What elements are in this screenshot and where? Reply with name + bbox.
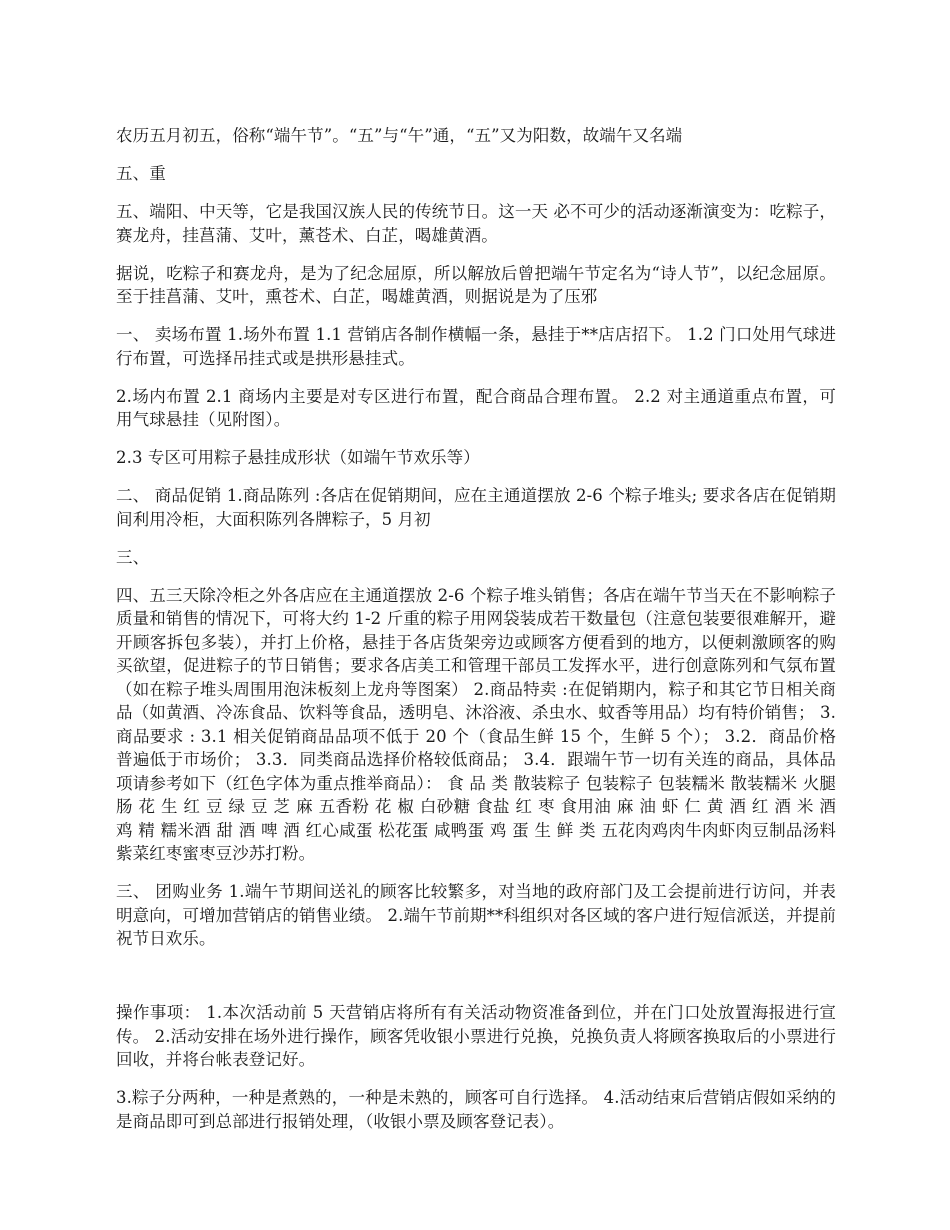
paragraph-store-layout: 一、 卖场布置 1.场外布置 1.1 营销店各制作横幅一条，悬挂于**店店招下。 1.2 门口处用气球进行布置，可选择吊挂式或是拱形悬挂式。 — [116, 325, 836, 368]
document-page — [116, 124, 836, 1148]
paragraph-promotion: 二、 商品促销 1.商品陈列 :各店在促销期间，应在主通道摆放 2-6 个粽子堆头; 要求各店在促销期间利用冷柜，大面积陈列各牌粽子，5 月初 — [116, 486, 836, 529]
paragraph-promotion-details: 四、五三天除冷柜之外各店应在主通道摆放 2-6 个粽子堆头销售；各店在端午节当天在不影响粽子质量和销售的情况下，可将大约 1-2 斤重的粽子用网袋装成若干数量包（注意包装要很难解开，避开顾客拆包多装），并打上价格，悬挂于各店货架旁边或顾客方便看到的地方，以便刺激顾客的购买欲望，促进粽子的节日销售；要求各店美工和管理干部员工发挥水平，进行创意陈列和气氛布置（如在粽子堆头周围用泡沫板刻上龙舟等图案） 2.商品特卖 :在促销期内，粽子和其它节日相关商品（如黄酒、冷冻食品、饮料等食品，透明皂、沐浴液、杀虫水、蚊香等用品）均有特价销售； 3.商品要求 : 3.1 相关促销商品品项不低于 20 个（食品生鲜 15 个，生鲜 5 个）； 3.2．商品价格普遍低于市场价； 3.3．同类商品选择价格较低商品； 3.4．跟端午节一切有关连的商品，具体品项请参考如下（红色字体为重点推举商品）： 食 品 类 散装粽子 包装粽子 包装糯米 散装糯米 火腿肠 花 生 红 豆 绿 豆 芝 麻 五香粉 花 椒 白砂糖 食盐 红 枣 食用油 麻 油 虾 仁 黄 酒 红 酒 米 酒 鸡 精 糯米酒 甜 酒 啤 酒 红心咸蛋 松花蛋 咸鸭蛋 鸡 蛋 生 鲜 类 五花肉鸡肉牛肉虾肉豆制品汤料紫菜红枣蜜枣豆沙苏打粉。 — [116, 585, 836, 863]
paragraph-intro: 农历五月初五，俗称“端午节”。“五”与“午”通，“五”又为阳数，故端午又名端 — [116, 126, 683, 145]
paragraph-indoor-layout: 2.场内布置 2.1 商场内主要是对专区进行布置，配合商品合理布置。 2.2 对主通道重点布置，可用气球悬挂（见附图）。 — [116, 386, 836, 429]
paragraph-group-buying: 三、 团购业务 1.端午节期间送礼的顾客比较繁多，对当地的政府部门及工会提前进行访问，并表明意向，可增加营销店的销售业绩。 2.端午节前期**科组织对各区域的客户进行短信派送，并提前祝节日欢乐。 — [116, 882, 836, 948]
paragraph-customs: 五、端阳、中天等，它是我国汉族人民的传统节日。这一天 必不可少的活动逐渐演变为：吃粽子，赛龙舟，挂菖蒲、艾叶，薰苍术、白芷，喝雄黄酒。 — [116, 202, 836, 245]
paragraph-section-three: 三、 — [116, 547, 150, 567]
paragraph-legend: 据说，吃粽子和赛龙舟，是为了纪念屈原，所以解放后曾把端午节定名为“诗人节”，以纪念屈原。至于挂菖蒲、艾叶，熏苍术、白芷，喝雄黄酒，则据说是为了压邪 — [116, 263, 836, 306]
paragraph-operations: 操作事项： 1.本次活动前 5 天营销店将所有有关活动物资准备到位，并在门口处放置海报进行宣传。 2.活动安排在场外进行操作，顾客凭收银小票进行兑换，兑换负责人将顾客换取后的小票进行回收，并将台帐表登记好。 — [116, 1003, 836, 1069]
blank-spacer — [116, 965, 836, 1001]
paragraph-zone-decor: 2.3 专区可用粽子悬挂成形状（如端午节欢乐等） — [116, 448, 480, 467]
paragraph-operations-continued: 3.粽子分两种，一种是煮熟的，一种是未熟的，顾客可自行选择。 4.活动结束后营销店假如采纳的是商品即可到总部进行报销处理，（收银小票及顾客登记表）。 — [116, 1088, 836, 1131]
paragraph-short-heading: 五、重 — [116, 164, 166, 183]
